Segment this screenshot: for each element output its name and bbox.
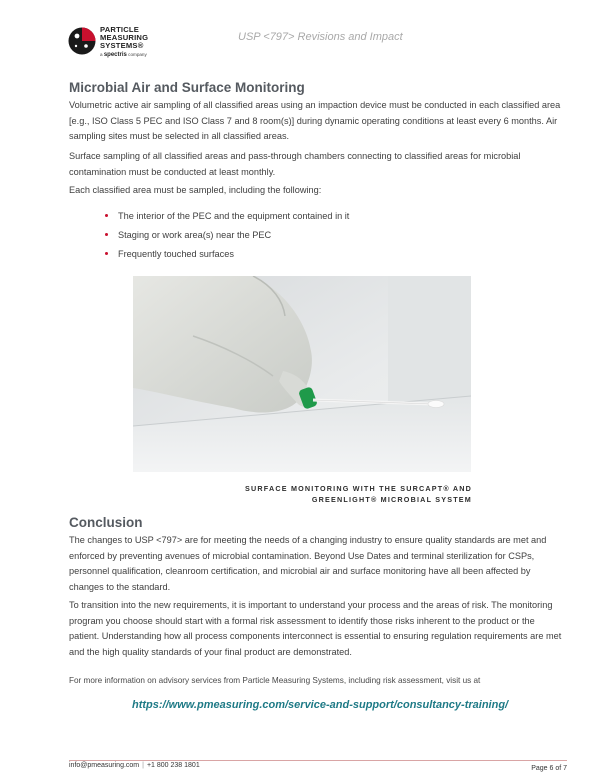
list-item: Staging or work area(s) near the PEC <box>105 226 349 245</box>
header-title: USP <797> Revisions and Impact <box>238 31 403 43</box>
footer-contact <box>69 762 200 769</box>
logo-wordmark <box>100 26 148 50</box>
gloved-hand-swab-illustration <box>133 276 471 472</box>
footer-phone: +1 800 238 1801 <box>146 762 200 769</box>
list-item: The interior of the PEC and the equipment contained in it <box>105 207 349 226</box>
logo-subline: a spectris company <box>100 52 147 58</box>
surface-monitoring-photo <box>133 276 471 472</box>
section-heading-monitoring: Microbial Air and Surface Monitoring <box>69 80 305 95</box>
footer-separator: | <box>142 762 144 769</box>
paragraph-air-sampling: Volumetric active air sampling of all classified areas using an impaction device must be conducted in each classified area [e.g., ISO Class 5 PEC and ISO Class 7 and 8 room(s)] during dynamic operating conditions at least every 6 months. Air sampling sites must be selected in all classified areas. <box>69 100 561 141</box>
paragraph-surface-sampling: Surface sampling of all classified areas and pass-through chambers connecting to classified areas for microbial contamination must be conducted at least monthly. <box>69 151 521 177</box>
paragraph-sampling-intro: Each classified area must be sampled, including the following: <box>69 185 322 195</box>
logo-mark-icon <box>68 27 96 55</box>
logo-line-2: MEASURING <box>100 33 149 42</box>
page-number: Page 6 of 7 <box>531 765 567 772</box>
sampling-bullet-list <box>105 207 349 264</box>
logo-line-3: SYSTEMS® <box>100 41 144 50</box>
footer-email[interactable]: info@pmeasuring.com <box>69 762 140 769</box>
company-logo <box>68 24 178 66</box>
caption-line-1: SURFACE MONITORING WITH THE SURCAPT® AND <box>245 484 472 493</box>
caption-line-2: GREENLIGHT® MICROBIAL SYSTEM <box>311 495 472 504</box>
consultancy-link[interactable]: https://www.pmeasuring.com/service-and-support/consultancy-training/ <box>132 699 509 711</box>
footer-divider <box>69 760 567 761</box>
logo-line-1: PARTICLE <box>100 25 140 34</box>
paragraph-conclusion-2: To transition into the new requirements, it is important to understand your process and the areas of risk. The monitoring program you choose should start with a formal risk assessment to identify those risks inherent to the product or the patient. Understanding how all process components interconnect is essential to ensuring regulation requirements are met and the high quality standards of your final product are demonstrated. <box>69 600 562 657</box>
list-item: Frequently touched surfaces <box>105 245 349 264</box>
section-heading-conclusion: Conclusion <box>69 515 143 530</box>
figure-caption <box>245 483 472 505</box>
more-info-text: For more information on advisory services from Particle Measuring Systems, including risk assessment, visit us at <box>69 676 481 685</box>
paragraph-conclusion-1: The changes to USP <797> are for meeting the needs of a changing industry to ensure quality standards are met and enforced by preventing avenues of microbial contamination. Beyond Use Dates and terminal sterilization for CSPs, personnel qualification, cleanroom certification, and microbial air and surface monitoring have all been affected by changes to the standard. <box>69 535 547 592</box>
